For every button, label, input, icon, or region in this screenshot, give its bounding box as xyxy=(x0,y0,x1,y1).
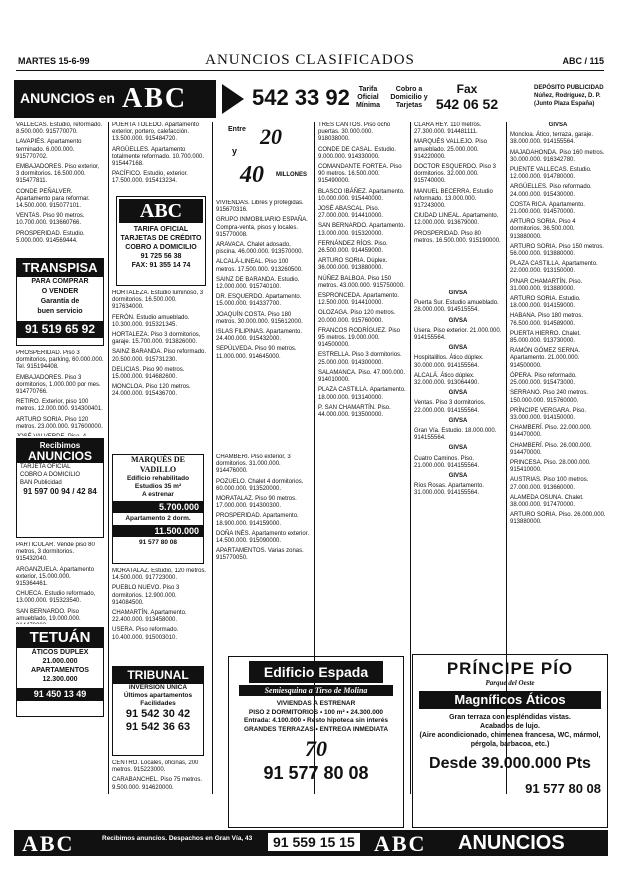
abc-tarifa-box xyxy=(116,196,206,286)
classified-ad: Puerta Sur. Estudio amueblado. 28.000.000. 914515554. xyxy=(414,300,499,314)
classified-ad: Gran Vía. Estudio. 18.000.000. 914155564. xyxy=(414,428,497,442)
classified-ad: TRES CANTOS. Piso ocho puertas. 30.000.000. 918038000. xyxy=(318,122,391,143)
classified-ad: MAJADAHONDA. Piso 160 metros. 30.000.000. 916342780. xyxy=(510,149,605,163)
classified-ad: ARAVACA. Chalet adosado, piscina. 46.000.000. 913570000. xyxy=(216,242,304,256)
classified-ad: HABANA. Piso 180 metros. 76.500.000. 914589000. xyxy=(510,313,584,327)
footer-word: ANUNCIOS xyxy=(458,832,565,854)
edificio-espada-ad xyxy=(228,656,404,828)
footer-text: Recibimos anuncios. Despachos en Gran Vía, 43 xyxy=(102,835,253,842)
classified-ad: FERÓN. Estudio amueblado. 10.300.000. 915321345. xyxy=(112,314,190,328)
classified-ad: PROSPERIDAD. Piso 3 dormitorios, parking, 60.000.000. Tel. 915194408. xyxy=(16,350,104,371)
principe-title: PRÍNCIPE PÍO xyxy=(446,659,574,678)
vadillo-line: Estudios 35 m² xyxy=(134,483,182,490)
classified-ad: SAN BERNARDO. Piso amueblado, 19.000.000. xyxy=(16,608,81,622)
espada-line: PISO 2 DORMITORIOS • 100 m² • 24.300.000 xyxy=(248,708,384,716)
classified-ad: ESPRONCEDA. Apartamento. 12.500.000. 914410000. xyxy=(318,293,400,307)
classified-ad: CIUDAD LINEAL. Apartamento. 12.000.000. 913679000. xyxy=(414,213,499,227)
classified-ad: MORATALAZ. Estudio, 120 metros. 14.500.000. 917723000. xyxy=(112,568,207,582)
entre-word: y xyxy=(232,146,238,156)
classified-ad: CENTRO. Locales, oficinas, 200 metros. 915223000. xyxy=(112,760,199,774)
principe-line: Acabados de lujo. xyxy=(480,723,540,730)
tribunal-line: Facilidades xyxy=(140,700,176,707)
abc-box-line: TARJETAS DE CRÉDITO xyxy=(120,235,202,242)
classified-ad: MORATALAZ. Piso 90 metros. 17.000.000. 914300300. xyxy=(216,496,297,510)
vadillo-phone: 91 577 80 08 xyxy=(139,539,177,546)
principe-phone: 91 577 80 08 xyxy=(525,781,601,796)
tetuan-line: ÁTICOS DÚPLEX xyxy=(31,649,89,656)
classified-ad: SAN BERNARDO. Apartamento. 13.000.000. 915320000. xyxy=(318,223,406,237)
classified-ad: MANUEL BECERRA. Estudio reformado. 13.000.000. 917243000. xyxy=(414,188,493,210)
classified-ad: COMANDANTE FORTEA. Piso 90 metros. 16.500.000. 915490000. xyxy=(318,164,402,185)
classified-ad: MARQUÉS VALLEJO. Piso amueblado. 25.000.000. 914220000. xyxy=(414,139,487,160)
classified-ad: ARGANZUELA. Apartamento exterior, 15.000.000. 915364461. xyxy=(16,566,95,588)
classified-ad: CHAMBERÍ. Piso exterior, 3 dormitorios. 31.000.000. 914476000. xyxy=(216,454,291,475)
classified-ad: FERNÁNDEZ RÍOS. Piso. 26.500.000. 914459000. xyxy=(318,240,388,255)
classified-ad: VIVIENDAS. Libres y protegidas. 915670316. xyxy=(216,200,304,214)
banner-label-tarifa: Tarifa Oficial Mínima xyxy=(355,86,381,109)
espada-line: Entrada: 4.100.000 • Resto hipoteca sin interés xyxy=(244,717,388,724)
classified-ad: EMBAJADORES. Piso exterior, 3 dormitorios. 16.500.000. 915477811. xyxy=(16,164,100,185)
classified-ad: EMBAJADORES. Piso 3 dormitorios, 1.000.000 por mes. 914770766. xyxy=(16,374,101,396)
banner-left-text: ANUNCIOS en xyxy=(20,90,115,106)
givsa-heading: GIVSA xyxy=(448,417,468,424)
column-5-top xyxy=(414,122,502,282)
transpisa-ad xyxy=(16,258,104,346)
classified-ad: ÓPERA. Piso reformado. 25.000.000. 915473000. xyxy=(510,372,577,387)
classified-ad: PRINCESA. Piso. 28.000.000. 915410000. xyxy=(510,459,591,474)
tribunal-phone: 91 542 30 42 xyxy=(125,708,191,720)
banner-fax xyxy=(432,82,502,112)
vadillo-title: MARQUÉS DE VADILLO xyxy=(130,455,185,474)
column-rule xyxy=(410,122,411,794)
espada-line: GRANDES TERRAZAS • ENTREGA INMEDIATA xyxy=(243,725,389,733)
footer-phone: 91 559 15 15 xyxy=(268,833,360,851)
classified-ad: AUSTRIAS. Piso 100 metros. 27.000.000. 913660000. xyxy=(510,477,589,491)
classified-ad: PACÍFICO. Estudio, exterior. 17.500.000. 915413234. xyxy=(112,171,188,185)
classified-ad: PARTICULAR. Vende piso 80 metros, 3 dormitorios. 915432040. xyxy=(16,542,95,563)
espada-logo-number: 70 xyxy=(305,736,327,761)
transpisa-line: Garantía de xyxy=(40,298,80,305)
classified-ad: CONDE PEÑALVER. Apartamento para reformar. 14.500.000. 915077101. xyxy=(16,188,90,210)
classified-ad: CHUECA. Estudio reformado, 13.000.000. 915323540. xyxy=(16,591,96,605)
classified-ad: ARTURO SORIA. Piso 4 dormitorios. 36.500.000. 913880000. xyxy=(510,219,576,240)
classified-ad: MONCLOA. Piso 120 metros. 24.000.000. 915436700. xyxy=(112,384,191,398)
vadillo-price: 11.500.000 xyxy=(113,525,203,537)
column-5-givsa xyxy=(414,290,502,650)
classified-ad: Usera. Piso exterior. 21.000.000. 914155564. xyxy=(414,327,502,342)
espada-title: Edificio Espada xyxy=(249,661,383,683)
classified-ad: USERA. Piso reformado. 10.400.000. 915003010. xyxy=(112,627,179,641)
top-banner xyxy=(14,80,604,118)
classified-ad: ALAMEDA OSUNA. Chalet. 38.000.000. 917470000. xyxy=(510,494,584,508)
classified-ad: APARTAMENTOS. Varias zonas. 915770050. xyxy=(216,548,304,562)
classified-ad: POZUELO. Chalet 4 dormitorios. 60.000.000. 913520000. xyxy=(216,478,304,492)
arrow-icon xyxy=(222,84,244,114)
abc-box-phone: 91 725 56 38 xyxy=(140,253,182,260)
column-rule xyxy=(212,122,213,794)
recibimos-ad xyxy=(16,438,104,538)
classified-ad: VENTAS. Piso 90 metros. 10.700.000. 913660766. xyxy=(16,213,85,227)
principe-banner: Magníficos Áticos xyxy=(419,691,601,709)
classified-ad: ARGÜELLES. Apartamento totalmente reformado. 10.700.000. 915447168. xyxy=(112,146,205,168)
givsa-heading: GIVSA xyxy=(448,317,468,324)
classified-ad: BLASCO IBÁÑEZ. Apartamento. 10.000.000. 915440000. xyxy=(318,188,405,202)
classified-ad: PINAR CHAMARTÍN. Piso. 31.000.000. 913880000. xyxy=(510,278,583,292)
transpisa-name: TRANSPISA xyxy=(17,259,103,277)
classified-ad: CHAMBERÍ. Piso. 22.000.000. 914470000. xyxy=(510,425,592,439)
classified-ad: SEPÚLVEDA. Piso 90 metros. 11.000.000. 914645000. xyxy=(216,346,297,360)
column-3-top xyxy=(216,200,310,450)
classified-ad: ARGÜELLES. Piso reformado. 24.000.000. 915430000. xyxy=(510,184,592,198)
fax-number: 542 06 52 xyxy=(435,96,499,112)
recibimos-item: COBRO A DOMICILIO xyxy=(20,472,81,478)
classified-ad: LAVAPIÉS. Apartamento terminado. 6.000.000. 915770702. xyxy=(16,139,82,160)
recibimos-phone: 91 597 00 94 / 42 84 xyxy=(23,487,97,496)
classified-ad: RETIRO. Exterior, piso 100 metros. 12.000.000. 914300401. xyxy=(16,399,103,413)
principe-price: Desde 39.000.000 Pts xyxy=(429,755,591,772)
classified-ad: SAINZ BARANDA. Piso reformado. 20.500.000. 915731230. xyxy=(112,349,207,363)
abc-box-line: TARIFA OFICIAL xyxy=(133,226,189,233)
column-2-top xyxy=(112,122,208,194)
classified-ad: ARTURO SORIA. Piso 120 metros. 23.000.000. 917600000. xyxy=(16,416,103,430)
principe-pio-ad xyxy=(412,654,608,828)
givsa-heading: GIVSA xyxy=(448,473,468,480)
banner-logo: ABC xyxy=(122,83,188,114)
column-3-low xyxy=(216,454,310,652)
page-number: ABC / 115 xyxy=(562,56,604,66)
column-4 xyxy=(318,122,406,652)
classified-ad: Cuatro Caminos. Piso. 21.000.000. 914155564. xyxy=(414,455,480,469)
classified-ad: PRÍNCIPE VERGARA. Piso. 33.000.000. 914150000. xyxy=(510,407,587,421)
tetuan-line: APARTAMENTOS xyxy=(31,667,89,674)
classified-ad: ESTRELLA. Piso 3 dormitorios. 25.000.000. 914300000. xyxy=(318,352,402,366)
classified-ad: OLOZAGA. Piso 120 metros. 20.000.000. 915760000. xyxy=(318,310,396,324)
footer-logo: ABC xyxy=(374,831,427,856)
tetuan-ad xyxy=(16,627,104,717)
classified-ad: JOAQUÍN COSTA. Piso 180 metros. 30.000.000. 915612000. xyxy=(216,311,303,325)
classified-ad: CHAMARTÍN. Apartamento. 22.400.000. 913458000. xyxy=(112,610,187,624)
classified-ad: CARABANCHEL. Piso 75 metros. 9.500.000. 914620000. xyxy=(112,777,203,791)
tetuan-line: 21.000.000 xyxy=(42,658,78,665)
classified-ad: DOÑA INÉS. Apartamento exterior. 14.500.000. 915090000. xyxy=(216,530,310,545)
classified-ad: PUEBLO NUEVO. Piso 3 dormitorios. 12.900.000. 914084500. xyxy=(112,585,180,606)
classified-ad: SALAMANCA. Piso. 47.000.000. 914010000. xyxy=(318,369,406,384)
fax-label: Fax xyxy=(456,82,478,96)
classified-ad: VALLECAS. Estudio, reformado. 8.500.000. 915770070. xyxy=(16,122,103,136)
classified-ad: ARTURO SORIA. Piso. 26.000.000. 913880000. xyxy=(510,512,606,526)
classified-ad: P. SAN CHAMARTÍN. Piso. 44.000.000. 913500000. xyxy=(318,404,391,418)
classified-ad: CONDE DE CASAL. Estudio. 9.000.000. 914330000. xyxy=(318,146,397,160)
givsa-heading: GIVSA xyxy=(548,122,568,128)
recibimos-item: TARJETA OFICIAL xyxy=(20,464,71,470)
classified-ad: SAINZ DE BARANDA. Estudio. 12.000.000. 915740100. xyxy=(216,276,300,291)
column-2-low xyxy=(112,568,208,662)
vadillo-line: Edificio rehabilitado xyxy=(126,475,190,482)
tribunal-ad xyxy=(112,666,204,756)
header-rule xyxy=(16,70,604,71)
classified-ad: PLAZA CASTILLA. Apartamento. 22.000.000. 913150000. xyxy=(510,261,598,275)
recibimos-title: ANUNCIOS xyxy=(27,449,92,463)
givsa-heading: GIVSA xyxy=(448,345,468,352)
principe-line: Gran terraza con espléndidas vistas. xyxy=(449,714,571,721)
espada-phone: 91 577 80 08 xyxy=(263,763,369,783)
classified-ad: NÚÑEZ BALBOA. Piso 150 metros. 43.000.000. 915750000. xyxy=(318,275,405,289)
classified-ad: PUERTA HIERRO. Chalet. 85.000.000. 913730000. xyxy=(510,330,581,345)
classified-ad: PROSPERIDAD. Apartamento. 18.900.000. 914159000. xyxy=(216,513,299,527)
transpisa-line: buen servicio xyxy=(37,308,83,315)
abc-box-line: COBRO A DOMICILIO xyxy=(125,244,197,251)
classified-ad: Ríos Rosas. Apartamento. 31.000.000. 914155564. xyxy=(414,483,485,497)
givsa-heading: GIVSA xyxy=(448,445,468,452)
column-2-mid xyxy=(112,290,208,450)
givsa-heading: GIVSA xyxy=(448,290,468,296)
entre-word: MILLONES xyxy=(276,172,307,178)
entre-millones-ad xyxy=(222,124,308,196)
classified-ad: SERRANO. Piso 240 metros. 150.000.000. 915760000. xyxy=(510,390,589,404)
classified-ad: ALCALÁ. Ático dúplex. 32.000.000. 913064490. xyxy=(414,372,480,387)
tribunal-line: Últimos apartamentos xyxy=(123,692,193,699)
tetuan-line: 12.300.000 xyxy=(42,676,78,683)
principe-subtitle: Parque del Oeste xyxy=(485,679,535,687)
classified-ad: ARTURO SORIA. Piso 150 metros. 56.000.000. 913880000. xyxy=(510,243,604,258)
column-2-bottom xyxy=(112,760,208,826)
banner-black-block xyxy=(14,80,216,118)
espada-subtitle: Semiesquina a Tirso de Molina xyxy=(239,685,393,696)
banner-phone: 542 33 92 xyxy=(252,85,350,110)
classified-ad: HORTALEZA. Estudio luminoso, 3 dormitorios. 16.500.000. 917634000. xyxy=(112,290,204,311)
footer-banner xyxy=(14,830,608,856)
classified-ad: PUENTE VALLECAS. Estudio. 12.000.000. 914780000. xyxy=(510,167,592,181)
classified-ad: PROSPERIDAD. Piso 80 metros. 16.500.000. 915190000. xyxy=(414,230,501,244)
column-rule xyxy=(108,122,109,794)
classified-ad: ARTURO SORIA. Estudio. 18.000.000. 914159000. xyxy=(510,296,581,310)
tribunal-name: TRIBUNAL xyxy=(113,667,203,684)
classified-ad: PUERTA TOLEDO. Apartamento exterior, portero, calefacción. 13.500.000. 915484720. xyxy=(112,122,199,143)
entre-number: 20 xyxy=(260,124,282,149)
vadillo-line: Apartamento 2 dorm. xyxy=(125,515,191,522)
transpisa-line: O VENDER xyxy=(41,288,79,295)
column-1-top xyxy=(16,122,104,256)
page-title: ANUNCIOS CLASIFICADOS xyxy=(205,52,415,68)
classified-ad: DELICIAS. Piso 90 metros. 15.000.000. 914682600. xyxy=(112,366,185,381)
classified-ad: ARTURO SORIA. Dúplex. 36.000.000. 913880000. xyxy=(318,258,388,272)
tribunal-phone: 91 542 36 63 xyxy=(125,721,191,733)
principe-line: (Aire acondicionado, chimenea francesa, WC, mármol, pérgola, barbacoa, etc.) xyxy=(419,732,601,748)
classified-ad xyxy=(16,434,104,436)
classified-ad: Ventas. Piso 3 dormitorios. 22.000.000. 914155564. xyxy=(414,400,486,414)
classified-ad: FRANCOS RODRÍGUEZ. Piso 95 metros. 19.000.000. 914500000. xyxy=(318,327,401,349)
abc-box-fax: FAX: 91 355 14 74 xyxy=(131,262,191,269)
footer-logo: ABC xyxy=(22,831,75,856)
recibimos-line: Recibimos xyxy=(39,441,81,450)
recibimos-item: BAN Publicidad xyxy=(20,480,62,486)
classified-ad: RAMÓN GÓMEZ SERNA. Apartamento. 21.000.000. 914500000. xyxy=(510,348,581,369)
espada-line: VIVIENDAS A ESTRENAR xyxy=(276,700,356,707)
classified-ad: Moncloa. Ático, terraza, garaje. 38.000.000. 914155564. xyxy=(510,132,594,146)
transpisa-phone: 91 519 65 92 xyxy=(17,321,103,338)
column-1-low xyxy=(16,542,104,624)
classified-ad: HORTALEZA. Piso 3 dormitorios, garaje. 15.700.000. 913826000. xyxy=(112,332,201,346)
classified-ad: JOSÉ ABASCAL. Piso. 27.000.000. 914410000. xyxy=(318,206,384,220)
tetuan-name: TETUÁN xyxy=(17,628,103,648)
vadillo-line: A estrenar xyxy=(142,491,174,498)
tribunal-line: INVERSIÓN ÚNICA xyxy=(128,684,188,691)
tetuan-phone: 91 450 13 49 xyxy=(17,688,103,701)
classified-ad: ISLAS FILIPINAS. Apartamento. 24.400.000. 915432000. xyxy=(216,329,303,343)
classified-ad: PROSPERIDAD. Estudio. 5.000.000. 914569444. xyxy=(16,230,85,244)
classified-ad: CHAMBERÍ. Piso. 26.000.000. 914470000. xyxy=(510,442,592,456)
classified-ad: GRUPO INMOBILIARIO ESPAÑA. Compra-venta, pisos y locales. 915770008. xyxy=(216,217,308,238)
transpisa-line: PARA COMPRAR xyxy=(31,278,89,285)
deposito-text: DEPÓSITO PUBLICIDAD Núñez, Rodríguez, D. P. (Junto Plaza España) xyxy=(534,85,604,107)
column-6 xyxy=(510,122,606,652)
column-1-mid xyxy=(16,350,104,436)
page-date: MARTES 15-6-99 xyxy=(18,56,90,66)
banner-label-cobro: Cobro a Domicilio y Tarjetas xyxy=(390,86,428,109)
classified-ad: PLAZA CASTILLA. Apartamento. 18.000.000. 913140000. xyxy=(318,387,406,401)
classified-ad: Hospitalillos. Ático dúplex. 30.000.000. 914155564. xyxy=(414,355,484,369)
givsa-heading: GIVSA xyxy=(448,390,468,397)
classified-ad: COSTA RICA. Apartamento. 21.000.000. 914570000. xyxy=(510,201,585,216)
abc-logo: ABC xyxy=(119,199,203,223)
vadillo-price: 5.700.000 xyxy=(113,501,203,513)
classified-ad: ALCALÁ-LINEAL. Piso 100 metros. 17.500.000. 913260500. xyxy=(216,259,303,273)
classified-ad: CLARA REY. 110 metros. 27.300.000. 914481111. xyxy=(414,122,482,136)
entre-word: Entre xyxy=(228,126,246,133)
vadillo-ad xyxy=(112,454,204,564)
classified-ad: DOCTOR ESQUERDO. Piso 3 dormitorios. 32.000.000. 915740000. xyxy=(414,164,496,185)
recibimos-header xyxy=(17,439,103,463)
entre-number: 40 xyxy=(240,162,264,188)
classified-ad: DR. ESQUERDO. Apartamento. 15.000.000. 914337700. xyxy=(216,294,302,308)
